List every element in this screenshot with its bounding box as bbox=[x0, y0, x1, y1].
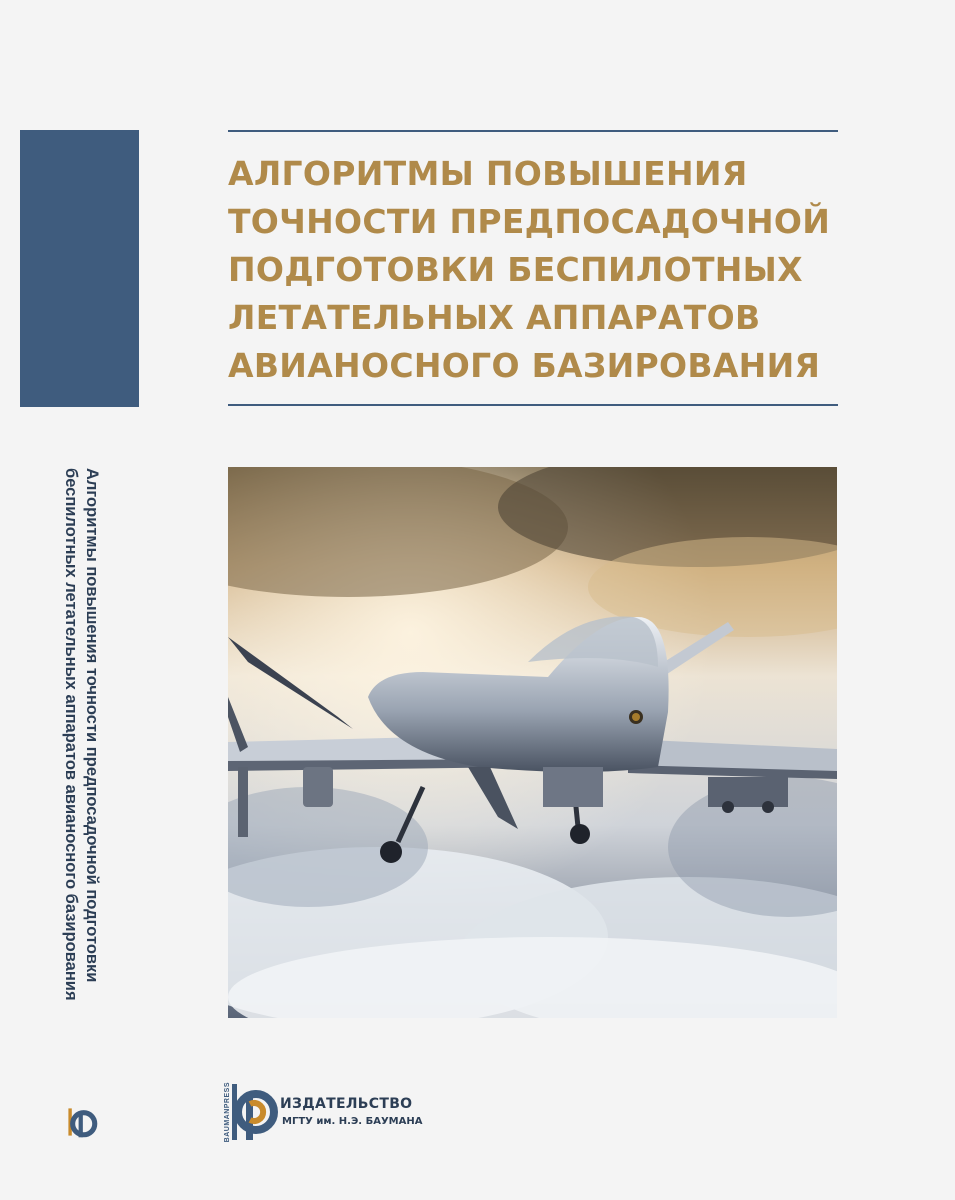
publisher-brand-vertical: BAUMANPRESS bbox=[224, 1082, 231, 1143]
publisher-block bbox=[222, 1080, 432, 1144]
publisher-subtitle: МГТУ им. Н.Э. БАУМАНА bbox=[282, 1116, 423, 1127]
spine-publisher-logo-icon bbox=[65, 1105, 99, 1139]
drone-cover-image bbox=[228, 467, 837, 1018]
title-bottom-rule bbox=[228, 404, 838, 406]
title-top-rule bbox=[228, 130, 838, 132]
spine-title: Алгоритмы повышения точности предпосадочной подготовки беспилотных летательных аппаратов авианосного базирования bbox=[62, 468, 101, 1001]
spine-color-block bbox=[20, 130, 139, 407]
book-title: АЛГОРИТМЫ ПОВЫШЕНИЯ ТОЧНОСТИ ПРЕДПОСАДОЧНОЙ ПОДГОТОВКИ БЕСПИЛОТНЫХ ЛЕТАТЕЛЬНЫХ АППАРАТОВ АВИАНОСНОГО БАЗИРОВАНИЯ bbox=[228, 154, 831, 385]
publisher-name: ИЗДАТЕЛЬСТВО bbox=[280, 1096, 413, 1112]
